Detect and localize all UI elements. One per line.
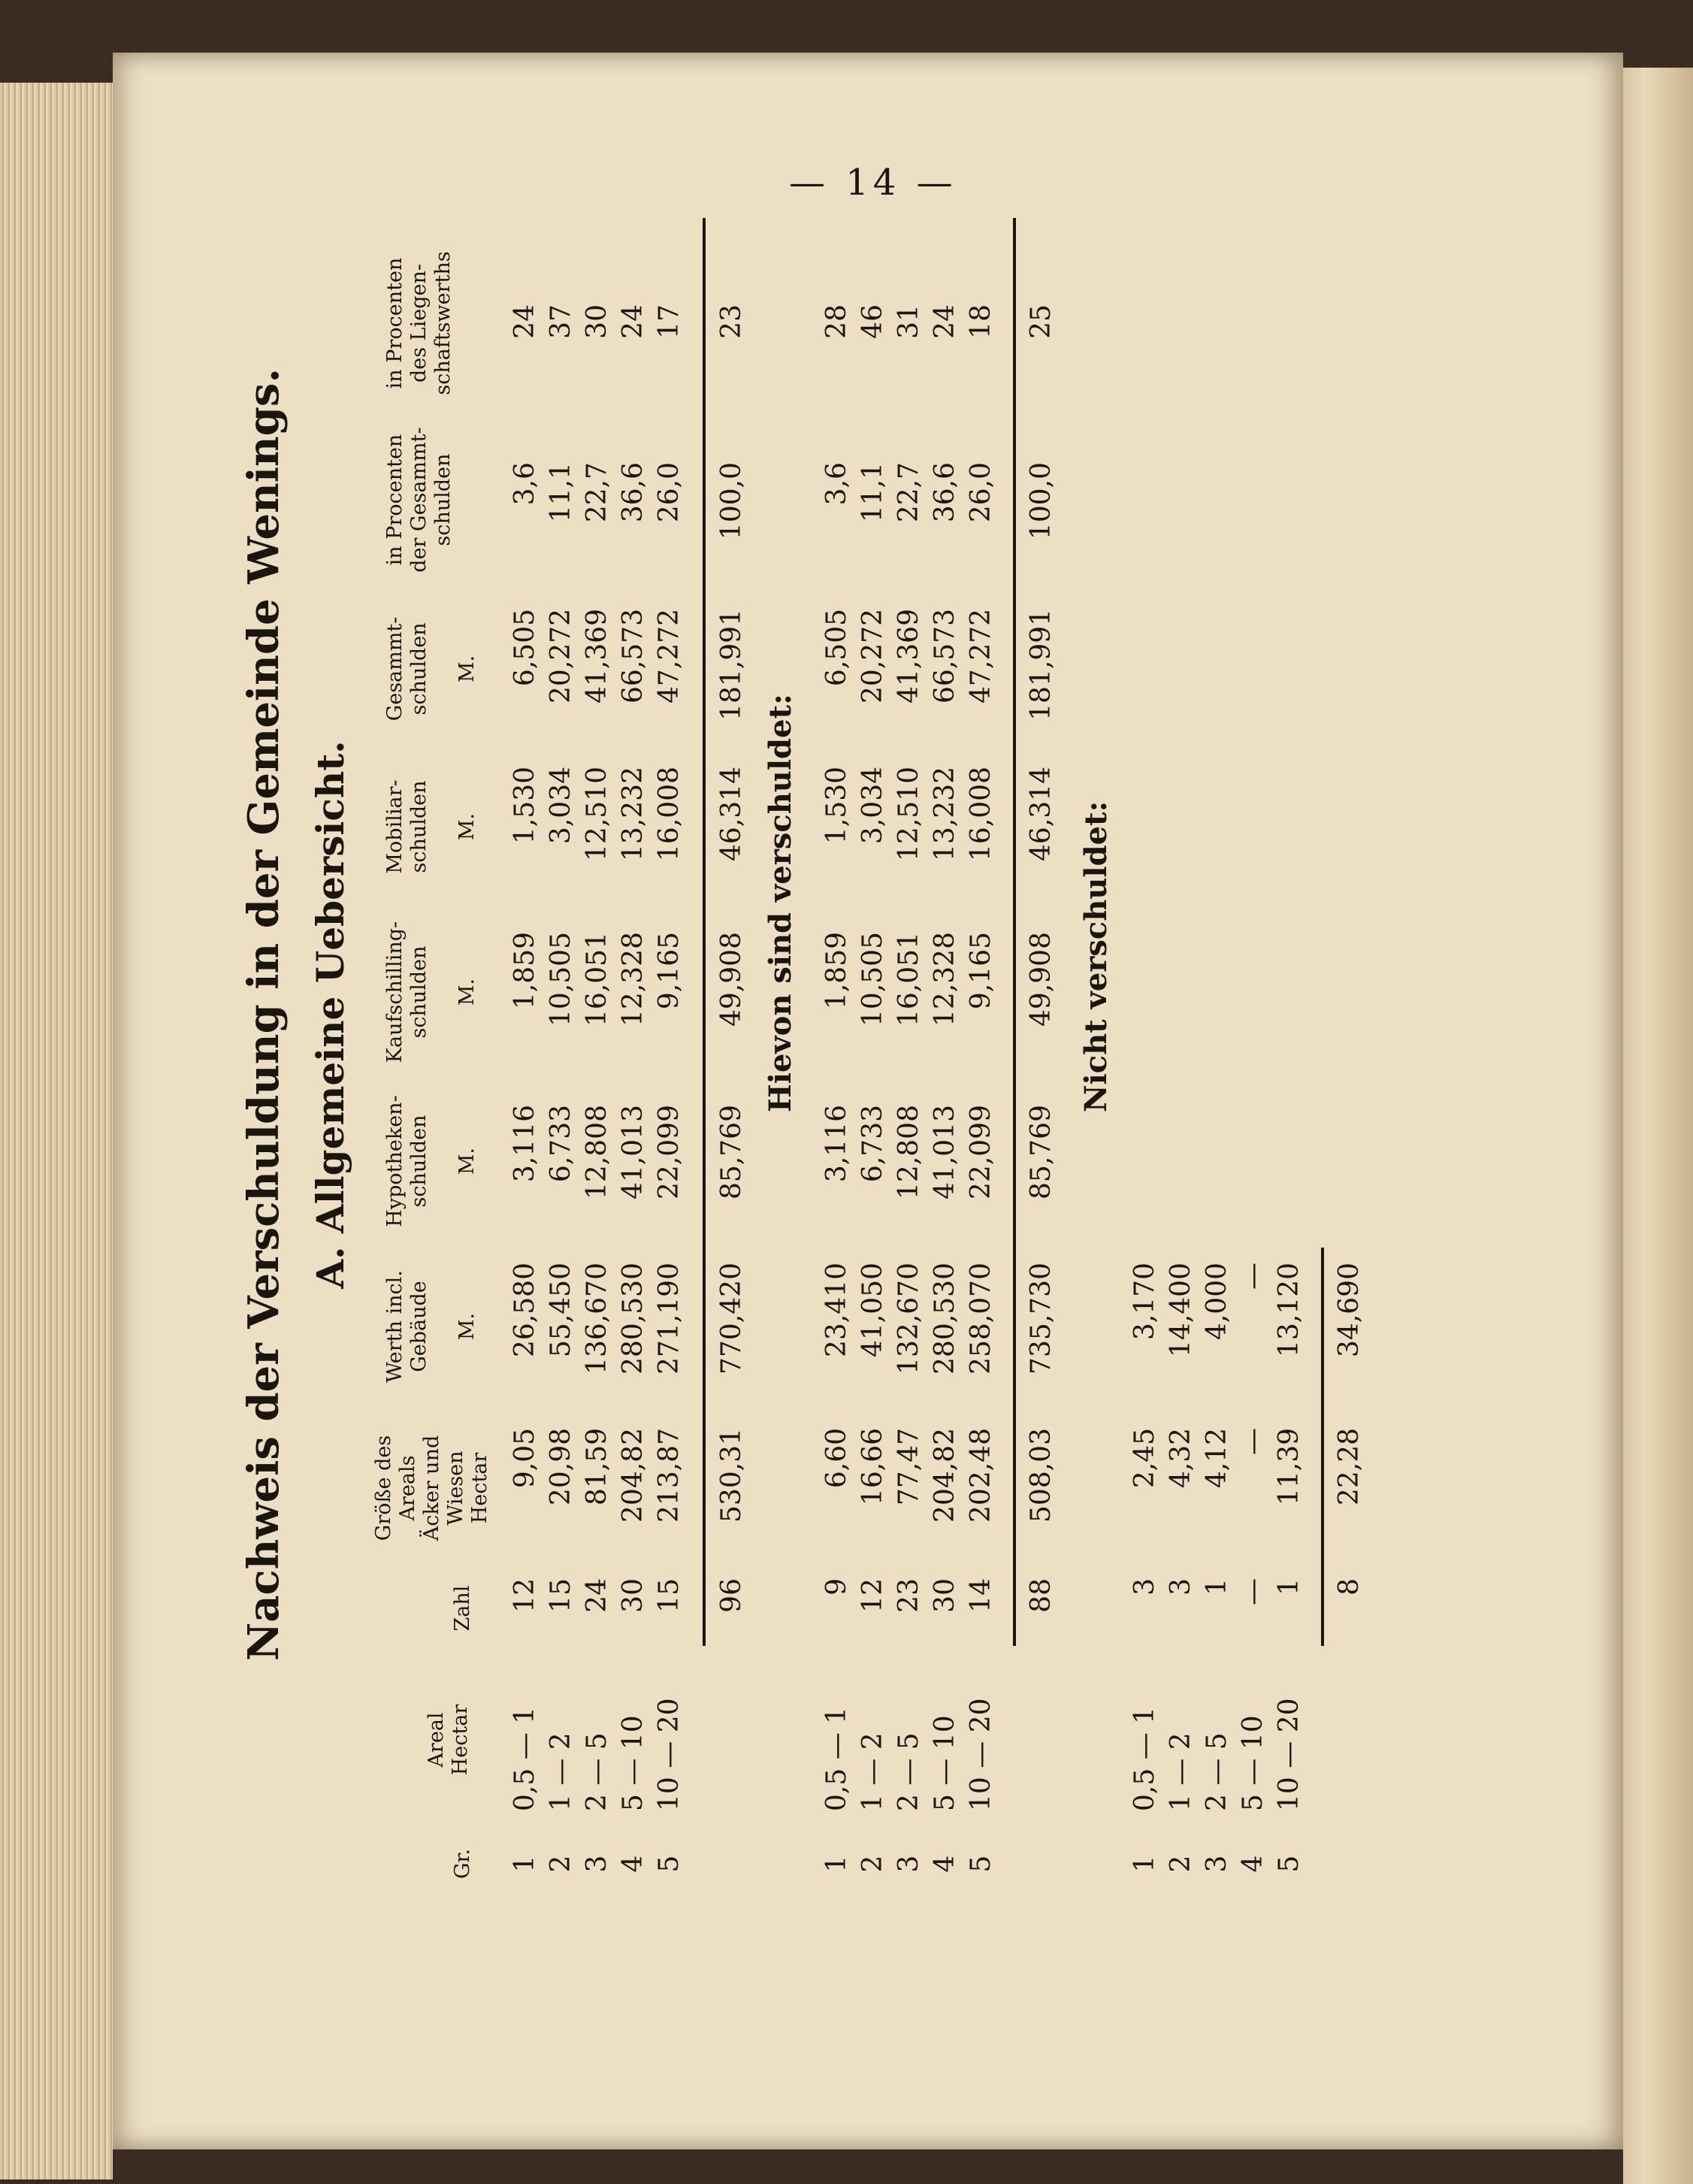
s2-total-rule (1013, 218, 1016, 1646)
s1-total-proz-ges: 100,0 (716, 462, 747, 540)
book-edge-left (0, 83, 113, 2179)
s1-ges: 6,505 20,272 41,369 66,573 47,272 (509, 609, 685, 703)
s3-werth: 3,170 14,400 4,000 — 13,120 (1129, 1263, 1305, 1357)
s2-mob: 1,530 3,034 12,510 13,232 16,008 (821, 767, 996, 861)
s2-total-kauf: 49,908 (1026, 932, 1057, 1027)
s1-total-zahl: 96 (716, 1578, 747, 1613)
s1-total-kauf: 49,908 (716, 932, 747, 1027)
header-zahl: Zahl (451, 1585, 474, 1632)
s2-total-proz-ges: 100,0 (1026, 462, 1057, 540)
s2-total-zahl: 88 (1026, 1578, 1057, 1613)
s1-total-rule (703, 218, 706, 1646)
header-areal: Areal Hectar (425, 1704, 472, 1776)
header-mob: Mobiliar- schulden M. (383, 779, 479, 874)
s2-werth: 23,410 41,050 132,670 280,530 258,070 (821, 1263, 996, 1375)
s1-gr: 1 2 3 4 5 (509, 1855, 685, 1873)
page-number: — 14 — (789, 162, 957, 204)
s2-proz-ges: 3,6 11,1 22,7 36,6 26,0 (821, 462, 996, 523)
s3-total-groesse: 22,28 (1334, 1428, 1365, 1506)
s1-total-mob: 46,314 (716, 767, 747, 861)
header-proz-lieg: in Procenten des Liegen- schaftswerths (383, 251, 455, 395)
page-title: Nachweis der Verschuldung in der Gemeinde Wenings. (239, 368, 289, 1661)
s2-total-groesse: 508,03 (1026, 1428, 1057, 1523)
s2-hyp: 3,116 6,733 12,808 41,013 22,099 (821, 1105, 996, 1199)
s2-total-mob: 46,314 (1026, 767, 1057, 861)
s2-areal: 0,5 — 1 1 — 2 2 — 5 5 — 10 10 — 20 (821, 1698, 996, 1811)
s3-total-rule (1321, 1248, 1324, 1646)
s2-gr: 1 2 3 4 5 (821, 1855, 996, 1873)
s1-werth: 26,580 55,450 136,670 280,530 271,190 (509, 1263, 685, 1375)
s2-groesse: 6,60 16,66 77,47 204,82 202,48 (821, 1428, 996, 1523)
s1-groesse: 9,05 20,98 81,59 204,82 213,87 (509, 1428, 685, 1523)
header-werth: Werth incl. Gebäude M. (383, 1270, 479, 1383)
s1-areal: 0,5 — 1 1 — 2 2 — 5 5 — 10 10 — 20 (509, 1698, 685, 1811)
s2-total-hyp: 85,769 (1026, 1105, 1057, 1199)
header-groesse: Größe des Areals Äcker und Wiesen Hectar (372, 1435, 491, 1541)
s1-zahl: 12 15 24 30 15 (509, 1578, 685, 1613)
s3-gr: 1 2 3 4 5 (1129, 1855, 1305, 1873)
s1-proz-lieg: 24 37 30 24 17 (509, 304, 685, 339)
section-heading: A. Allgemeine Uebersicht. (308, 740, 352, 1289)
s1-proz-ges: 3,6 11,1 22,7 36,6 26,0 (509, 462, 685, 523)
s1-hyp: 3,116 6,733 12,808 41,013 22,099 (509, 1105, 685, 1199)
s1-total-hyp: 85,769 (716, 1105, 747, 1199)
s1-mob: 1,530 3,034 12,510 13,232 16,008 (509, 767, 685, 861)
header-proz-ges: in Procenten der Gesammt- schulden (383, 427, 455, 573)
s1-total-werth: 770,420 (716, 1263, 747, 1375)
s2-zahl: 9 12 23 30 14 (821, 1578, 996, 1613)
s3-groesse: 2,45 4,32 4,12 — 11,39 (1129, 1428, 1305, 1506)
s1-total-ges: 181,991 (716, 609, 747, 721)
s2-total-werth: 735,730 (1026, 1263, 1057, 1375)
s2-kauf: 1,859 10,505 16,051 12,328 9,165 (821, 932, 996, 1027)
header-ges: Gesammt- schulden M. (383, 616, 479, 721)
s2-proz-lieg: 28 46 31 24 18 (821, 304, 996, 339)
s3-zahl: 3 3 1 — 1 (1129, 1578, 1305, 1605)
s2-ges: 6,505 20,272 41,369 66,573 47,272 (821, 609, 996, 703)
s1-total-groesse: 530,31 (716, 1428, 747, 1523)
s3-total-werth: 34,690 (1334, 1263, 1365, 1357)
header-gr: Gr. (451, 1848, 474, 1880)
s1-total-proz-lieg: 23 (716, 304, 747, 339)
s2-total-ges: 181,991 (1026, 609, 1057, 721)
header-kauf: Kaufschilling- schulden M. (383, 921, 479, 1063)
rotated-table (225, 135, 1450, 1894)
s2-total-proz-lieg: 25 (1026, 304, 1057, 339)
s3-total-zahl: 8 (1334, 1578, 1365, 1596)
s2-label: Hievon sind verschuldet: (763, 694, 798, 1112)
header-hyp: Hypotheken- schulden M. (383, 1095, 479, 1227)
s1-kauf: 1,859 10,505 16,051 12,328 9,165 (509, 932, 685, 1027)
s3-areal: 0,5 — 1 1 — 2 2 — 5 5 — 10 10 — 20 (1129, 1698, 1305, 1811)
s3-label: Nicht verschuldet: (1078, 800, 1114, 1112)
book-edge-right (1623, 68, 1693, 2184)
